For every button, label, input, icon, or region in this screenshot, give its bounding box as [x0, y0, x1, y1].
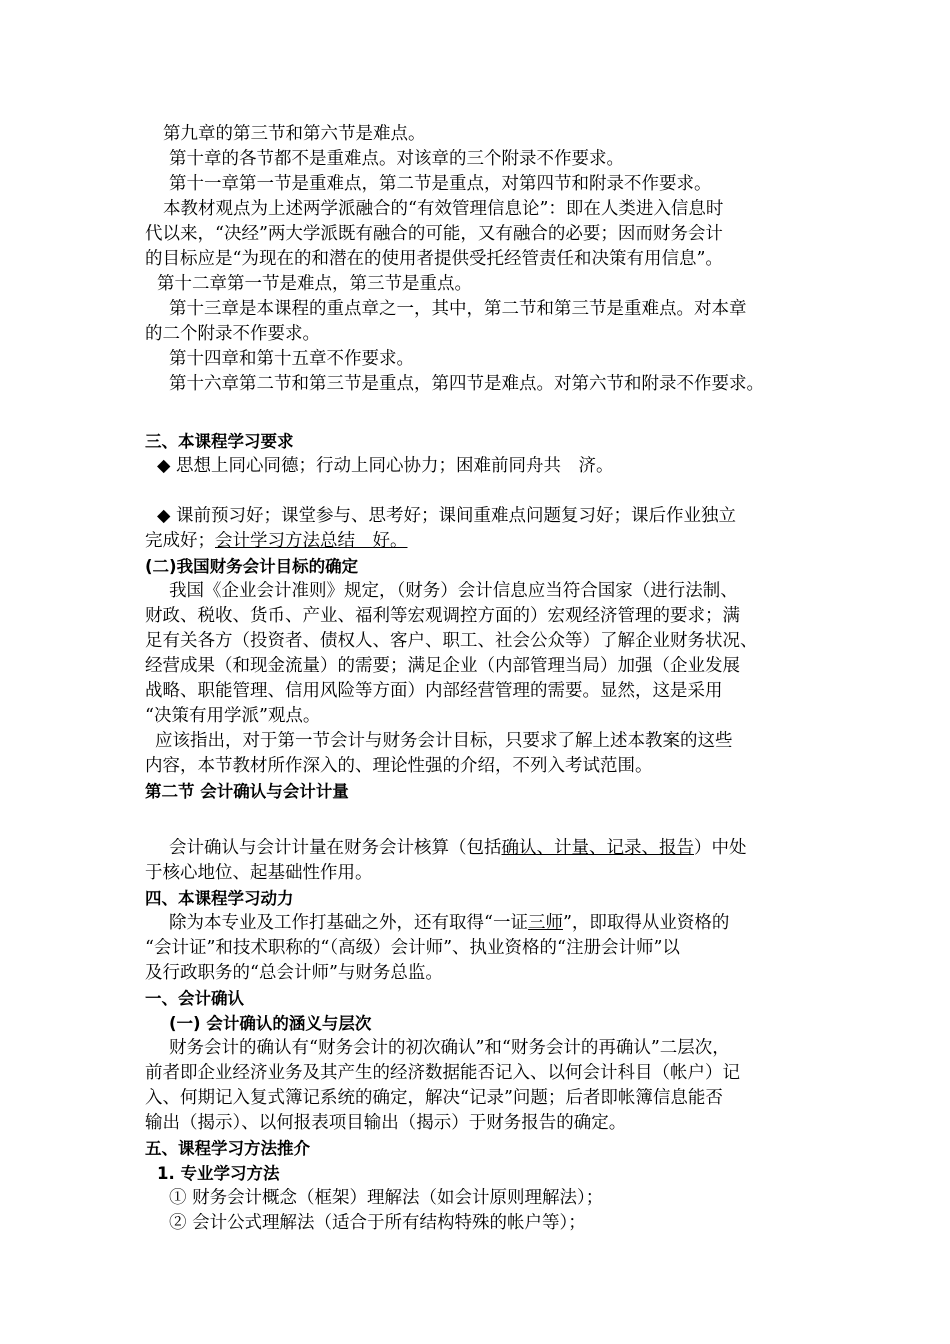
- subsection-heading: 1. 专业学习方法: [157, 1164, 280, 1183]
- underlined-text: 确认、计量、记录、报告: [501, 838, 694, 858]
- text-line: 代以来，“决经”两大学派既有融合的可能，又有融合的必要；因而财务会计: [145, 224, 723, 244]
- text-line: 足有关各方（投资者、债权人、客户、职工、社会公众等）了解企业财务状况、: [145, 631, 758, 651]
- bullet-item: ◆ 思想上同心同德；行动上同心协力；困难前同舟共 济。: [157, 456, 614, 476]
- text-line: 于核心地位、起基础性作用。: [145, 863, 373, 883]
- text-span: 除为本专业及工作打基础之外，还有取得“一证: [169, 913, 528, 933]
- section-heading: 四、本课程学习动力: [145, 889, 294, 908]
- text-line: 第十六章第二节和第三节是重点，第四节是难点。对第六节和附录不作要求。: [169, 374, 764, 394]
- text-span: 会计确认与会计计量在财务会计核算（包括: [169, 838, 502, 858]
- text-line: 入、何期记入复式簿记系统的确定，解决“记录”问题；后者即帐簿信息能否: [145, 1088, 723, 1108]
- text-line: “会计证”和技术职称的“（高级）会计师”、执业资格的“注册会计师”以: [145, 938, 680, 958]
- spacer: [145, 804, 825, 836]
- text-line: [145, 911, 825, 936]
- text-line: 前者即企业经济业务及其产生的经济数据能否记入、以何会计科目（帐户）记: [145, 1063, 740, 1083]
- text-line: 第十一章第一节是重难点，第二节是重点，对第四节和附录不作要求。: [169, 174, 712, 194]
- bullet-item: ◆ 课前预习好；课堂参与、思考好；课间重难点问题复习好；课后作业独立: [157, 506, 737, 526]
- text-line: [145, 529, 825, 554]
- underlined-text: 三师: [527, 913, 563, 933]
- list-item: ① 财务会计概念（框架）理解法（如会计原则理解法）；: [169, 1188, 604, 1208]
- text-line: 第十四章和第十五章不作要求。: [169, 349, 414, 369]
- list-item: ② 会计公式理解法（适合于所有结构特殊的帐户等）；: [169, 1213, 586, 1233]
- text-line: 战略、职能管理、信用风险等方面）内部经营管理的需要。显然，这是采用: [145, 681, 723, 701]
- text-line: 输出（揭示）、以何报表项目输出（揭示）于财务报告的确定。: [145, 1113, 627, 1133]
- text-line: 第十三章是本课程的重点章之一，其中，第二节和第三节是重难点。对本章: [169, 299, 747, 319]
- section-heading: 一、会计确认: [145, 989, 244, 1008]
- text-span: ”，即取得从业资格的: [562, 913, 730, 933]
- subsection-heading: (一) 会计确认的涵义与层次: [169, 1014, 372, 1033]
- text-line: 财政、税收、货币、产业、福利等宏观调控方面的）宏观经济管理的要求；满: [145, 606, 740, 626]
- text-line: 第十章的各节都不是重难点。对该章的三个附录不作要求。: [169, 149, 624, 169]
- text-line: 财务会计的确认有“财务会计的初次确认”和“财务会计的再确认”二层次，: [169, 1038, 730, 1058]
- text-line: 及行政职务的“总会计师”与财务总监。: [145, 963, 443, 983]
- section-heading: 第二节 会计确认与会计计量: [145, 782, 349, 801]
- text-line: 内容，本节教材所作深入的、理论性强的介绍，不列入考试范围。: [145, 756, 653, 776]
- text-line: 的目标应是“为现在的和潜在的使用者提供受托经管责任和决策有用信息”。: [145, 249, 723, 269]
- section-heading: (二)我国财务会计目标的确定: [145, 557, 359, 576]
- text-line: 本教材观点为上述两学派融合的“有效管理信息论”：即在人类进入信息时: [163, 199, 724, 219]
- text-line: 第九章的第三节和第六节是难点。: [163, 124, 426, 144]
- text-span: ）中处: [694, 838, 747, 858]
- section-heading: 三、本课程学习要求: [145, 432, 294, 451]
- text-span: 完成好；: [145, 531, 215, 551]
- spacer: [145, 479, 825, 504]
- section-heading: 五、课程学习方法推介: [145, 1139, 310, 1158]
- text-line: 我国《企业会计准则》规定，（财务）会计信息应当符合国家（进行法制、: [169, 581, 738, 601]
- spacer: [145, 397, 825, 429]
- text-line: 应该指出，对于第一节会计与财务会计目标，只要求了解上述本教案的这些: [155, 731, 733, 751]
- text-line: “决策有用学派”观点。: [145, 706, 321, 726]
- document-page: [145, 122, 825, 1236]
- text-line: 的二个附录不作要求。: [145, 324, 320, 344]
- text-line: 第十二章第一节是难点，第三节是重点。: [157, 274, 472, 294]
- underlined-text: 会计学习方法总结 好。: [215, 531, 408, 551]
- text-line: [145, 836, 825, 861]
- text-line: 经营成果（和现金流量）的需要；满足企业（内部管理当局）加强（企业发展: [145, 656, 740, 676]
